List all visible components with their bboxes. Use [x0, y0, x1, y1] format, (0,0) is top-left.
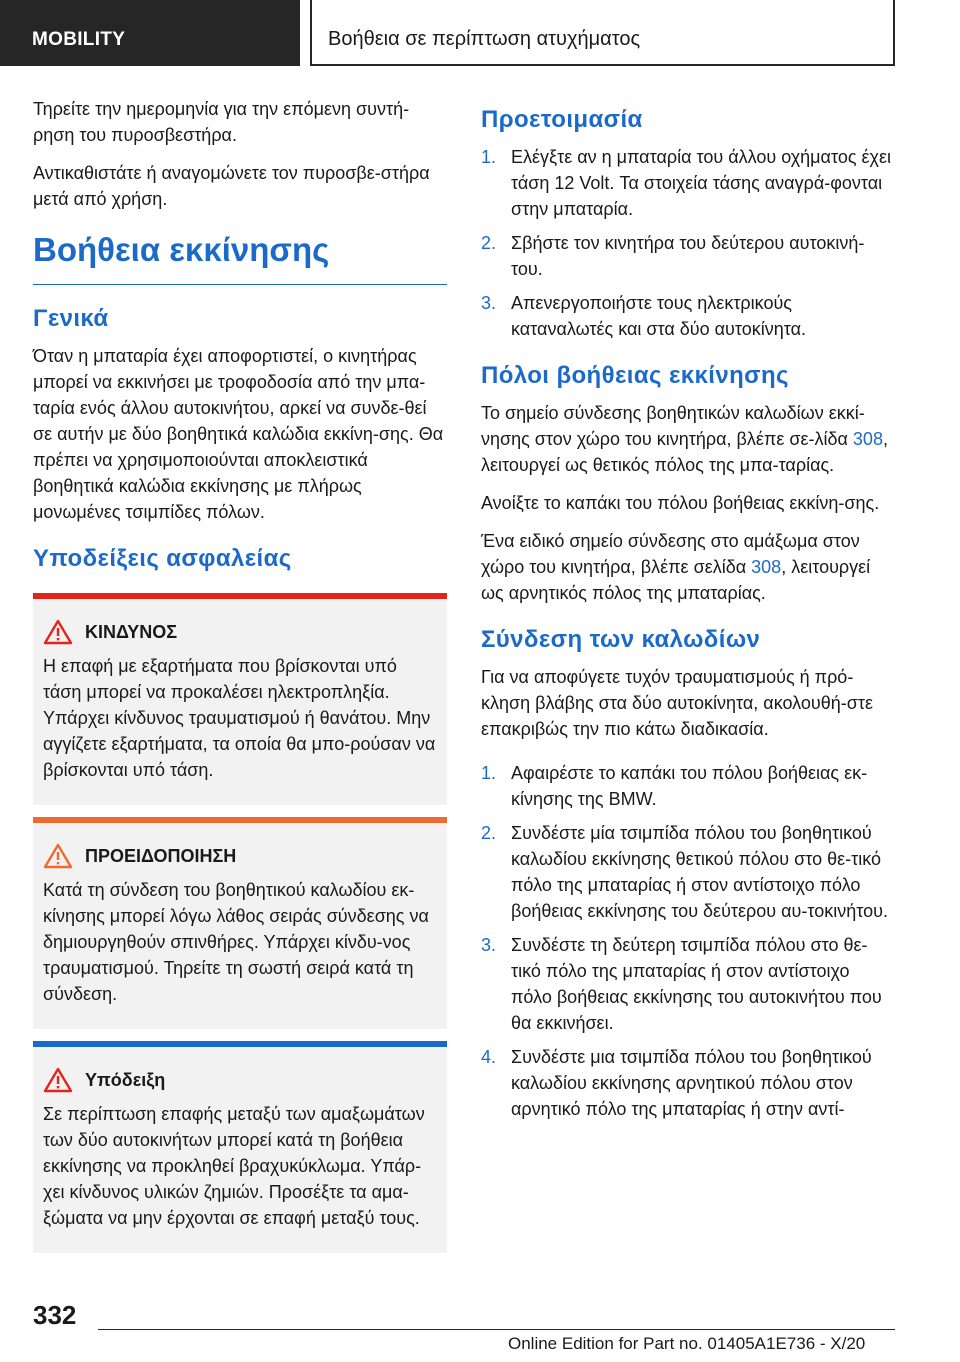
section-tab: MOBILITY [0, 0, 300, 66]
intro-paragraph-2: Αντικαθιστάτε ή αναγομώνετε τον πυροσβε-στήρα μετά από χρήση. [33, 163, 430, 209]
warning-triangle-icon [43, 619, 73, 645]
subheading-safety: Υποδείξεις ασφαλείας [33, 545, 292, 572]
chapter-title: Βοήθεια σε περίπτωση ατυχήματος [310, 0, 895, 66]
page-link[interactable]: 308 [852, 429, 883, 449]
connecting-paragraph: Για να αποφύγετε τυχόν τραυματισμούς ή πρό-κληση βλάβης στα δύο αυτοκίνητα, ακολουθή-στε επακριβώς την πιο κάτω διαδικασία. [481, 667, 873, 739]
warning-triangle-icon [43, 1067, 73, 1093]
intro-paragraph-1: Τηρείτε την ημερομηνία για την επόμενη συντή-ρηση του πυροσβεστήρα. [33, 99, 410, 145]
list-item: 4. Συνδέστε μια τσιμπίδα πόλου του βοηθητικού καλωδίου εκκίνησης αρνητικού πόλου στον αρνητικό πόλο της μπαταρίας ή στην αντί- [481, 1047, 872, 1119]
preparation-steps [481, 144, 895, 342]
general-paragraph: Όταν η μπαταρία έχει αποφορτιστεί, ο κινητήρας μπορεί να εκκινήσει με τροφοδοσία από την μπα-ταρία ενός άλλου αυτοκινήτου, αρκεί να συνδε-θεί σε αυτήν με δύο βοηθητικά καλώδια εκκίνη-σης. Θα πρέπει να χρησιμοποιούνται αποκλειστικά βοηθητικά καλώδια εκκίνησης με πλήρως μονωμένες τσιμπίδες πόλων. [33, 346, 444, 522]
section-heading-jump-start: Βοήθεια εκκίνησης [33, 230, 447, 285]
footer-divider [98, 1329, 895, 1330]
left-column [33, 96, 447, 1265]
poles-paragraph-2: Ανοίξτε το καπάκι του πόλου βοήθειας εκκίνη-σης. [481, 493, 880, 513]
list-item: 2. Σβήστε τον κινητήρα του δεύτερου αυτοκινή-του. [481, 233, 865, 279]
list-item: 3. Συνδέστε τη δεύτερη τσιμπίδα πόλου στο θε-τικό πόλο της μπαταρίας ή στον αντίστοιχο πόλο βοήθειας εκκίνησης του αυτοκινήτου που θα εκκινήσει. [481, 935, 882, 1033]
edition-info: Online Edition for Part no. 01405A1E736 - X/20 [508, 1334, 866, 1353]
danger-callout [33, 593, 447, 805]
warning-text: Κατά τη σύνδεση του βοηθητικού καλωδίου εκ-κίνησης μπορεί λόγω λάθος σειράς σύνδεσης να δημιουργηθούν σπινθήρες. Υπάρχει κίνδυ-νος τραυματισμού. Τηρείτε τη σωστή σειρά κατά τη σύνδεση. [43, 880, 429, 1004]
connecting-steps [481, 760, 895, 1122]
warning-triangle-icon [43, 843, 73, 869]
danger-title: ΚΙΝΔΥΝΟΣ [85, 621, 178, 642]
page-link[interactable]: 308 [751, 557, 782, 577]
danger-text: Η επαφή με εξαρτήματα που βρίσκονται υπό τάση μπορεί να προκαλέσει ηλεκτροπληξία. Υπάρχει κίνδυνος τραυματισμού ή θανάτου. Μην αγγίζετε εξαρτήματα, τα οποία θα μπο-ρούσαν να βρίσκονται υπό τάση. [43, 656, 436, 780]
note-callout [33, 1041, 447, 1253]
subheading-general: Γενικά [33, 305, 109, 332]
poles-paragraph-1: Το σημείο σύνδεσης βοηθητικών καλωδίων εκκί-νησης στον χώρο του κινητήρα, βλέπε σε-λίδα 308, λειτουργεί ως θετικός πόλος της μπα-ταρίας. [481, 403, 888, 475]
subheading-preparation: Προετοιμασία [481, 106, 643, 133]
warning-callout [33, 817, 447, 1029]
list-item: 1. Αφαιρέστε το καπάκι του πόλου βοήθειας εκ-κίνησης της BMW. [481, 763, 868, 809]
note-title: Υπόδειξη [85, 1069, 166, 1090]
subheading-connecting: Σύνδεση των καλωδίων [481, 626, 761, 653]
page-number: 332 [33, 1300, 77, 1330]
poles-paragraph-3: Ένα ειδικό σημείο σύνδεσης στο αμάξωμα στον χώρο του κινητήρα, βλέπε σελίδα 308, λειτουργεί ως αρνητικός πόλος της μπαταρίας. [481, 531, 871, 603]
list-item: 2. Συνδέστε μία τσιμπίδα πόλου του βοηθητικού καλωδίου εκκίνησης θετικού πόλου στο θε-τικό πόλο της μπαταρίας ή στον αντίστοιχο πόλο βοήθειας εκκίνησης του δεύτερου αυ-τοκινήτου. [481, 823, 888, 921]
subheading-poles: Πόλοι βοήθειας εκκίνησης [481, 362, 789, 389]
right-column [481, 96, 895, 1136]
note-text: Σε περίπτωση επαφής μεταξύ των αμαξωμάτων των δύο αυτοκινήτων μπορεί κατά τη βοήθεια εκκίνησης να προκληθεί βραχυκύκλωμα. Υπάρ-χει κίνδυνος υλικών ζημιών. Προσέξτε τα αμα-ξώματα να μην έρχονται σε επαφή μεταξύ τους. [43, 1104, 425, 1228]
list-item: 3. Απενεργοποιήστε τους ηλεκτρικούς καταναλωτές και στα δύο αυτοκίνητα. [481, 293, 807, 339]
list-item: 1. Ελέγξτε αν η μπαταρία του άλλου οχήματος έχει τάση 12 Volt. Τα στοιχεία τάσης αναγρά-φονται στην μπαταρία. [481, 147, 891, 219]
warning-title: ΠΡΟΕΙΔΟΠΟΙΗΣΗ [85, 845, 237, 866]
page-header [0, 0, 960, 66]
